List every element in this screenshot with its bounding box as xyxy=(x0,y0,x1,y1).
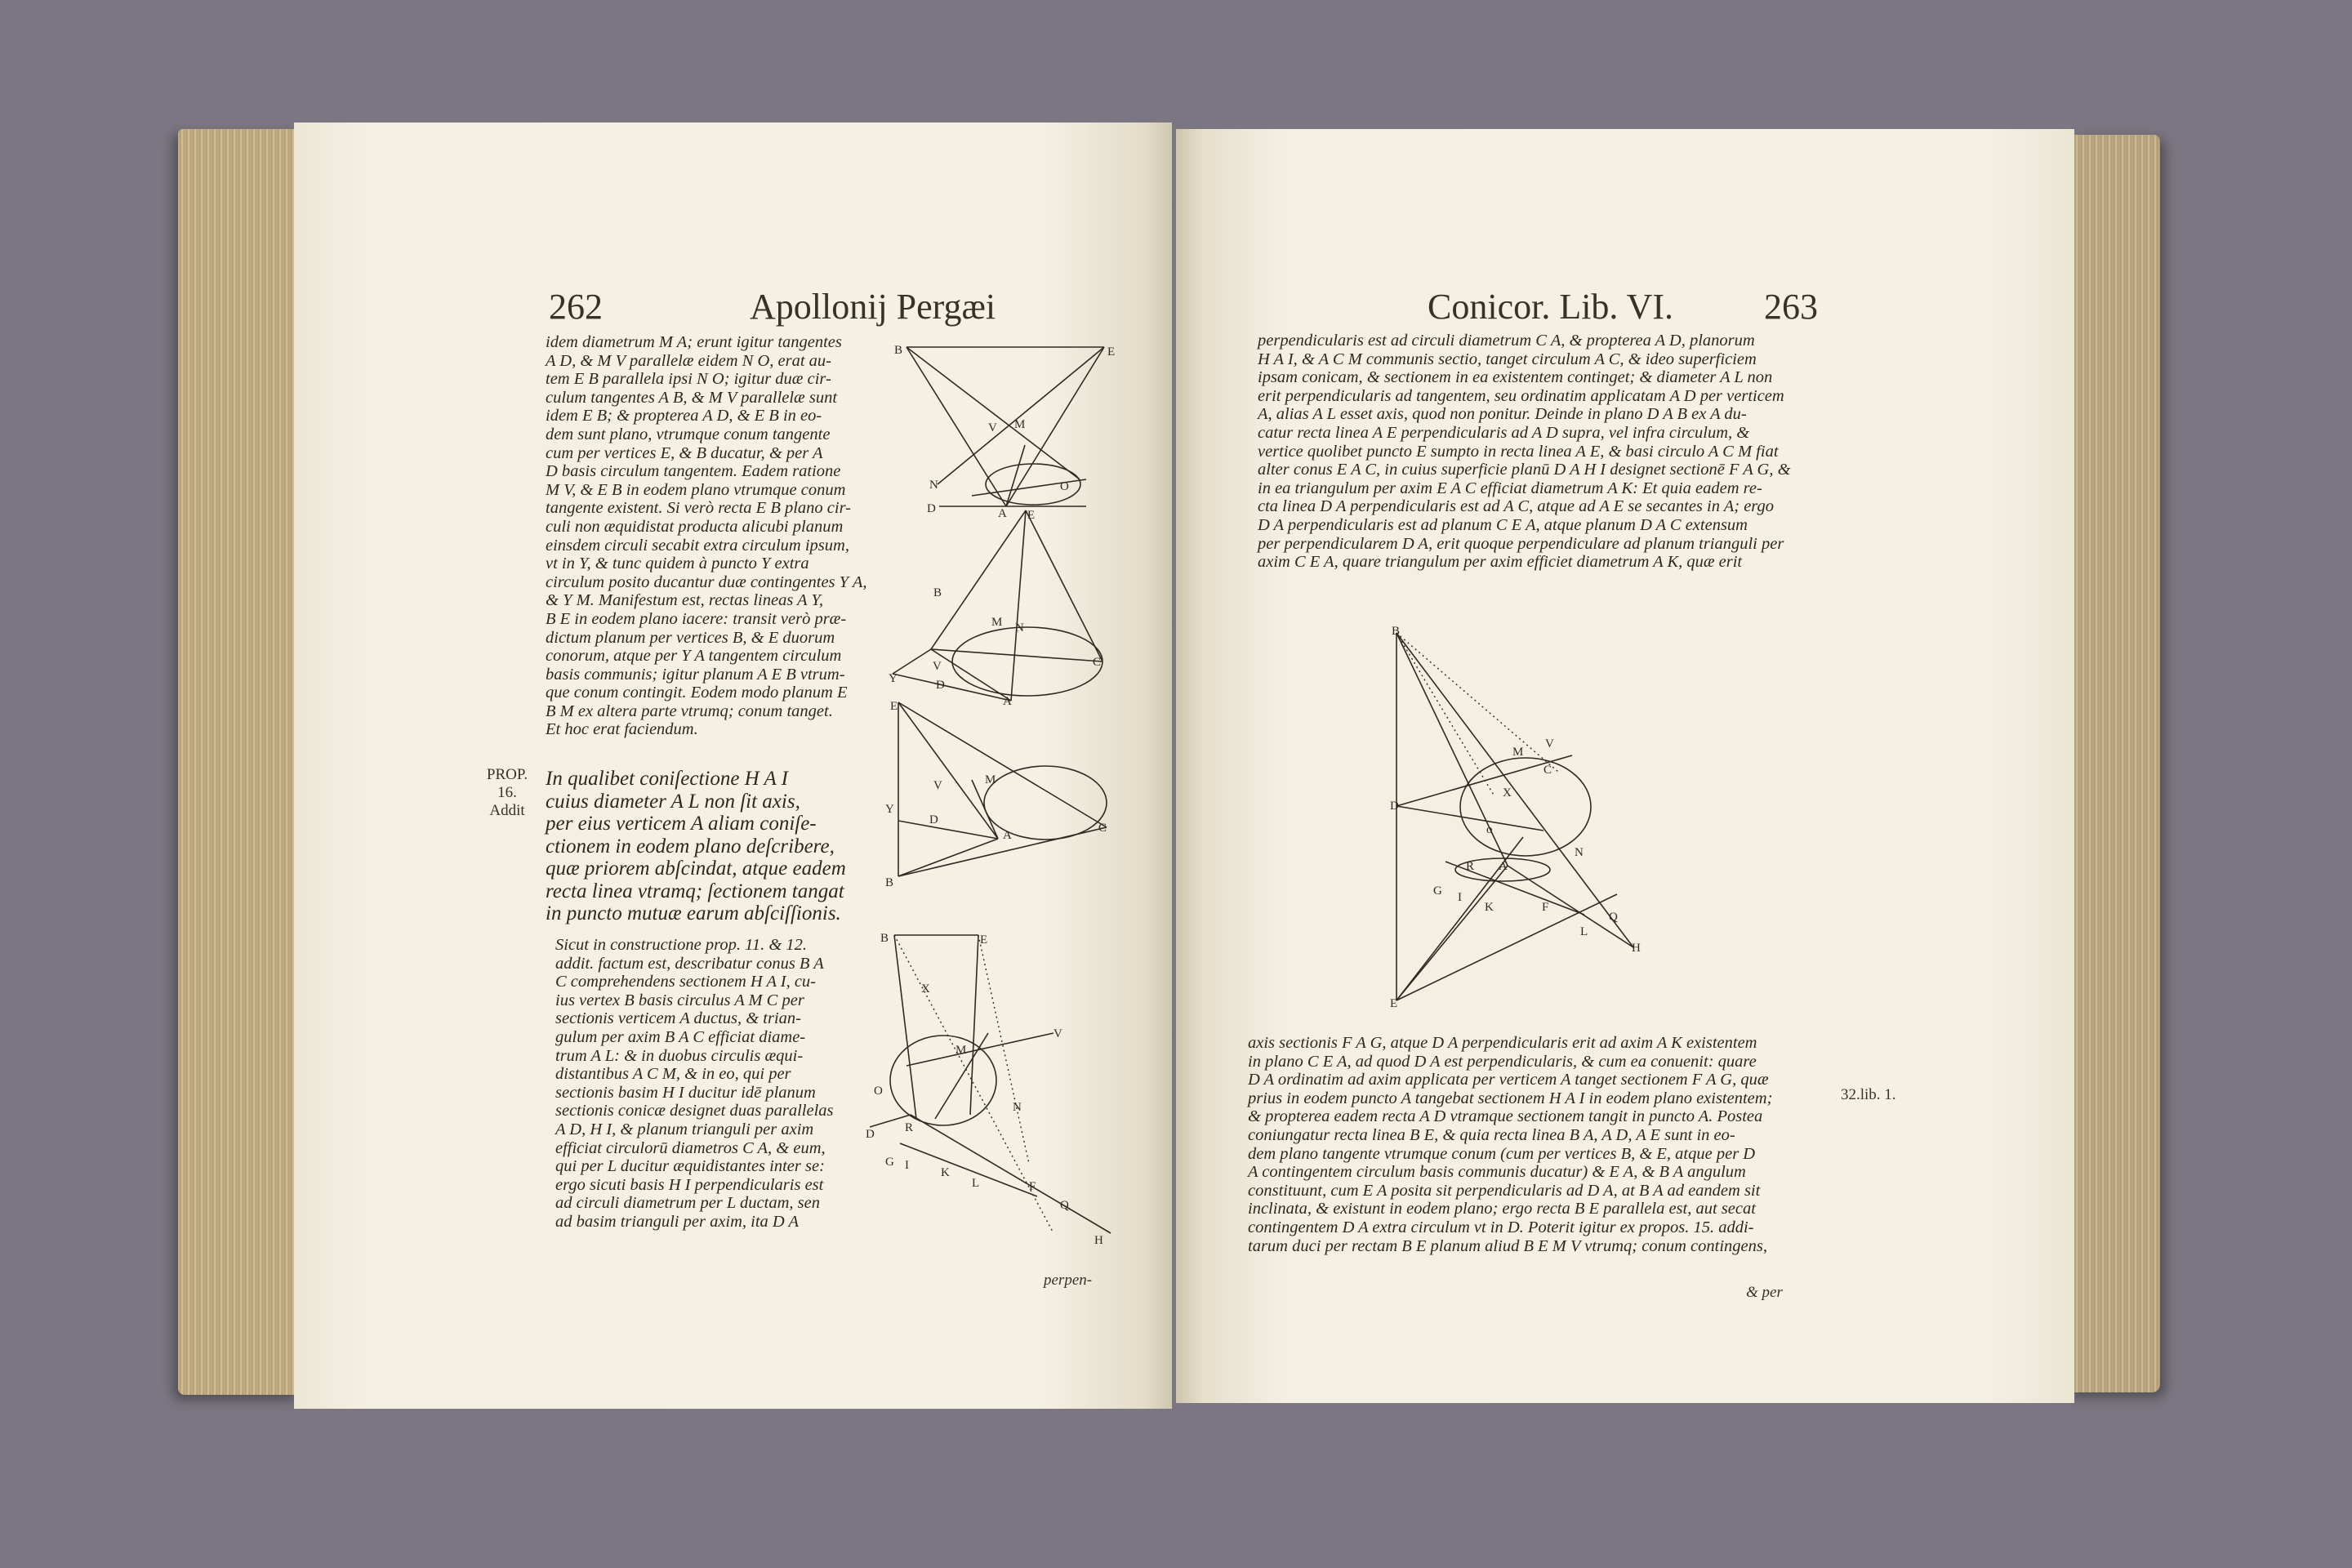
svg-text:N: N xyxy=(1013,1101,1022,1114)
svg-text:F: F xyxy=(1542,901,1549,914)
figure-3 xyxy=(882,698,1119,894)
text-line: dem plano tangente vtrumque conum (cum per vertices B, & E, atque per D xyxy=(1248,1144,1756,1163)
svg-text:V: V xyxy=(1054,1027,1062,1040)
text-line: ipsam conicam, & sectionem in ea existentem continget; & diameter A L non xyxy=(1258,368,1773,387)
right-catchword: & per xyxy=(1746,1284,1783,1301)
text-line: perpendicularis est ad circuli diametrum C A, & propterea A D, planorum xyxy=(1258,332,1755,350)
text-line: conorum, atque per Y A tangentem circulum xyxy=(546,647,842,666)
right-text-top xyxy=(1258,332,1791,572)
left-page-edges xyxy=(178,129,301,1395)
text-line: in plano C E A, ad quod D A est perpendicularis, & cum ea conuenit: quare xyxy=(1248,1052,1757,1071)
text-line: idem E B; & propterea A D, & E B in eo- xyxy=(546,407,822,425)
svg-text:D: D xyxy=(936,679,945,692)
left-catchword: perpen- xyxy=(1044,1272,1093,1289)
left-proposition-statement xyxy=(546,768,846,925)
svg-text:V: V xyxy=(988,421,997,434)
svg-text:Q: Q xyxy=(1609,911,1618,924)
svg-text:A: A xyxy=(998,507,1007,520)
svg-text:Y: Y xyxy=(885,803,894,816)
svg-text:H: H xyxy=(1632,942,1641,955)
svg-text:O: O xyxy=(874,1085,883,1098)
text-line: in ea triangulum per axim E A C efficiat diametrum A K: Et quia eadem re- xyxy=(1258,479,1762,497)
svg-text:E: E xyxy=(890,700,898,713)
proposition-line: In qualibet coniſectione H A I xyxy=(546,768,788,790)
proposition-line: quæ priorem abſcindat, atque eadem xyxy=(546,858,846,880)
text-line: D basis circulum tangentem. Eadem ratione xyxy=(546,462,841,481)
text-line: B E in eodem plano iacere: transit verò præ- xyxy=(546,609,847,628)
proposition-line: per eius verticem A aliam coniſe- xyxy=(546,813,817,835)
right-margin-note: 32.lib. 1. xyxy=(1841,1086,1896,1103)
proposition-line: in puncto mutuæ earum abſciſſionis. xyxy=(546,902,841,924)
svg-text:N: N xyxy=(929,479,938,492)
figure-1-label: B xyxy=(894,344,903,357)
svg-text:L: L xyxy=(1580,925,1588,938)
left-margin-note xyxy=(482,766,532,820)
svg-text:M: M xyxy=(1014,418,1026,431)
text-line: gulum per axim B A C efficiat diame- xyxy=(555,1027,806,1046)
svg-text:M: M xyxy=(985,773,996,786)
text-line: circulum posito ducantur duæ contingentes Y A, xyxy=(546,572,867,591)
text-line: idem diametrum M A; erunt igitur tangentes xyxy=(546,333,842,351)
svg-text:D: D xyxy=(866,1128,875,1141)
svg-text:O: O xyxy=(1060,480,1069,493)
margin-note-line: Addit xyxy=(489,802,525,819)
text-line: prius in eodem puncto A tangebat sectionem H A I in eodem plano existentem; xyxy=(1248,1089,1773,1107)
left-text-top xyxy=(546,333,866,739)
svg-text:X: X xyxy=(921,982,930,996)
text-line: & propterea eadem recta A D vtramque sectionem tangit in puncto A. Postea xyxy=(1248,1107,1763,1126)
margin-note-line: PROP. xyxy=(486,766,528,783)
right-page-number: 263 xyxy=(1764,287,1818,327)
text-line: qui per L ducitur æquidistantes inter se: xyxy=(555,1157,825,1176)
svg-text:B: B xyxy=(933,586,942,599)
svg-text:C: C xyxy=(1093,656,1102,669)
figure-1 xyxy=(890,339,1119,520)
text-line: Et hoc erat faciendum. xyxy=(546,720,698,739)
svg-text:H: H xyxy=(1094,1234,1103,1247)
svg-text:D: D xyxy=(927,502,936,515)
svg-text:I: I xyxy=(1458,891,1462,904)
text-line: que conum contingit. Eodem modo planum E xyxy=(546,684,848,702)
text-line: A D, H I, & planum trianguli per axim xyxy=(555,1120,814,1138)
text-line: per perpendicularem D A, erit quoque perpendiculare ad planum trianguli per xyxy=(1258,534,1784,553)
svg-text:B: B xyxy=(880,932,889,945)
text-line: tem E B parallela ipsi N O; igitur duæ cir- xyxy=(546,370,831,389)
svg-text:L: L xyxy=(972,1177,980,1190)
figure-4 xyxy=(866,927,1119,1254)
text-line: distantibus A C M, & in eo, qui per xyxy=(555,1065,791,1084)
svg-text:K: K xyxy=(941,1166,950,1179)
margin-note-line: 16. xyxy=(497,784,517,801)
svg-text:E: E xyxy=(1107,345,1116,359)
text-line: vertice quolibet puncto E sumpto in recta linea A E, & basi circulo A C M fiat xyxy=(1258,442,1779,461)
figure-5 xyxy=(1380,625,1658,1009)
text-line: A contingentem circulum basis communis ducatur) & E A, & B A angulum xyxy=(1248,1163,1746,1182)
text-line: basis communis; igitur planum A E B vtrum- xyxy=(546,665,845,684)
figure-2 xyxy=(889,506,1109,708)
svg-text:o: o xyxy=(1486,823,1493,836)
text-line: efficiat circulorū diametros C A, & eum, xyxy=(555,1138,826,1157)
text-line: ius vertex B basis circulus A M C per xyxy=(555,991,804,1009)
text-line: ergo sicuti basis H I perpendicularis est xyxy=(555,1175,824,1194)
text-line: alter conus E A C, in cuius superficie planū D A H I designet sectionē F A G, & xyxy=(1258,461,1791,479)
text-line: A D, & M V parallelæ eidem N O, erat au- xyxy=(546,351,831,370)
text-line: contingentem D A extra circulum vt in D. Poterit igitur ex propos. 15. addi- xyxy=(1248,1218,1754,1236)
text-line: cum per vertices E, & B ducatur, & per A xyxy=(546,443,823,462)
proposition-line: cuius diameter A L non ſit axis, xyxy=(546,790,800,813)
right-page-edges xyxy=(2066,135,2160,1392)
svg-text:N: N xyxy=(1575,846,1584,859)
text-line: D A perpendicularis est ad planum C E A, atque planum D A C extensum xyxy=(1258,515,1748,534)
svg-text:B: B xyxy=(885,876,894,889)
text-line: tarum duci per rectam B E planum aliud B E M V vtrumq; conum contingens, xyxy=(1248,1236,1767,1255)
svg-text:C: C xyxy=(1544,764,1552,777)
text-line: ad circuli diametrum per L ductam, sen xyxy=(555,1194,820,1213)
text-line: B M ex altera parte vtrumq; conum tanget. xyxy=(546,702,833,720)
text-line: M V, & E B in eodem plano vtrumque conum xyxy=(546,480,846,499)
left-page-number: 262 xyxy=(549,287,603,327)
svg-text:A: A xyxy=(1003,829,1012,842)
proposition-line: ctionem in eodem plano deſcribere, xyxy=(546,835,835,858)
svg-text:F: F xyxy=(1029,1180,1036,1193)
svg-text:Y: Y xyxy=(889,672,898,685)
text-line: ad basim trianguli per axim, ita D A xyxy=(555,1212,800,1231)
text-line: D A ordinatim ad axim applicata per verticem A tanget sectionem F A G, quæ xyxy=(1248,1071,1769,1089)
svg-text:C: C xyxy=(1098,822,1107,835)
text-line: constituunt, cum E A posita sit perpendicularis ad D A, at B A ad eandem sit xyxy=(1248,1181,1761,1200)
text-line: axim C E A, quare triangulum per axim efficiet diametrum A K, quæ erit xyxy=(1258,553,1743,572)
text-line: Sicut in constructione prop. 11. & 12. xyxy=(555,936,808,954)
text-line: vt in Y, & tunc quidem à puncto Y extra xyxy=(546,555,809,573)
svg-text:M: M xyxy=(991,616,1003,629)
text-line: addit. factum est, describatur conus B A xyxy=(555,954,824,973)
svg-text:A: A xyxy=(1003,695,1012,708)
text-line: coniungatur recta linea B E, & quia recta linea B A, A D, A E sunt in eo- xyxy=(1248,1125,1735,1144)
svg-text:A: A xyxy=(1499,860,1508,873)
svg-text:K: K xyxy=(1485,901,1494,914)
svg-text:D: D xyxy=(929,813,938,826)
svg-text:G: G xyxy=(1433,884,1442,898)
svg-text:V: V xyxy=(1545,737,1554,751)
text-line: einsdem circuli secabit extra circulum ipsum, xyxy=(546,536,849,555)
text-line: A, alias A L esset axis, quod non ponitur. Deinde in plano D A B ex A du- xyxy=(1258,405,1747,424)
text-line: H A I, & A C M communis sectio, tanget circulum A C, & ideo superficiem xyxy=(1258,350,1757,368)
text-line: axis sectionis F A G, atque D A perpendicularis erit ad axim A K existentem xyxy=(1248,1034,1757,1052)
svg-text:D: D xyxy=(1390,800,1399,813)
svg-text:R: R xyxy=(905,1121,914,1134)
text-line: erit perpendicularis ad tangentem, seu ordinatim applicatam A D per verticem xyxy=(1258,386,1784,405)
proposition-line: recta linea vtramq; ſectionem tangat xyxy=(546,880,844,902)
svg-text:I: I xyxy=(905,1159,909,1172)
text-line: tangente existent. Si verò recta E B plano cir- xyxy=(546,499,851,518)
text-line: sectionis conicæ designet duas parallelas xyxy=(555,1102,834,1120)
svg-text:E: E xyxy=(980,933,988,947)
text-line: dem sunt plano, vtrumque conum tangente xyxy=(546,425,831,443)
text-line: inclinata, & existunt in eodem plano; ergo recta B E parallela est, aut secat xyxy=(1248,1200,1756,1218)
svg-text:V: V xyxy=(933,779,942,792)
svg-text:B: B xyxy=(1392,625,1401,638)
svg-text:G: G xyxy=(885,1156,894,1169)
text-line: C comprehendens sectionem H A I, cu- xyxy=(555,973,817,991)
left-running-title: Apollonij Pergæi xyxy=(750,287,996,327)
svg-text:Q: Q xyxy=(1060,1199,1069,1212)
text-line: sectionis verticem A ductus, & trian- xyxy=(555,1009,802,1028)
text-line: sectionis basim H I ducitur idē planum xyxy=(555,1083,816,1102)
right-running-title: Conicor. Lib. VI. xyxy=(1428,287,1674,327)
text-line: culum tangentes A B, & M V parallelæ sunt xyxy=(546,388,838,407)
svg-text:N: N xyxy=(1015,621,1024,635)
svg-text:E: E xyxy=(1390,997,1398,1010)
svg-text:V: V xyxy=(933,660,942,673)
text-line: dictum planum per vertices B, & E duorum xyxy=(546,628,835,647)
text-line: cta linea D A perpendicularis est ad A C, atque ad A E se secantes in A; ergo xyxy=(1258,497,1775,516)
text-line: culi non æquidistat producta alicubi planum xyxy=(546,517,844,536)
right-text-bottom xyxy=(1248,1034,1772,1255)
svg-text:R: R xyxy=(1466,860,1475,873)
svg-text:M: M xyxy=(956,1044,967,1057)
svg-text:X: X xyxy=(1503,786,1512,800)
text-line: & Y M. Manifestum est, rectas lineas A Y, xyxy=(546,591,823,610)
text-line: catur recta linea A E perpendicularis ad A D supra, vel infra circulum, & xyxy=(1258,423,1750,442)
text-line: trum A L: & in duobus circulis æqui- xyxy=(555,1046,804,1065)
left-text-bottom xyxy=(555,936,834,1232)
svg-text:M: M xyxy=(1512,746,1524,759)
svg-text:E: E xyxy=(1027,509,1036,522)
